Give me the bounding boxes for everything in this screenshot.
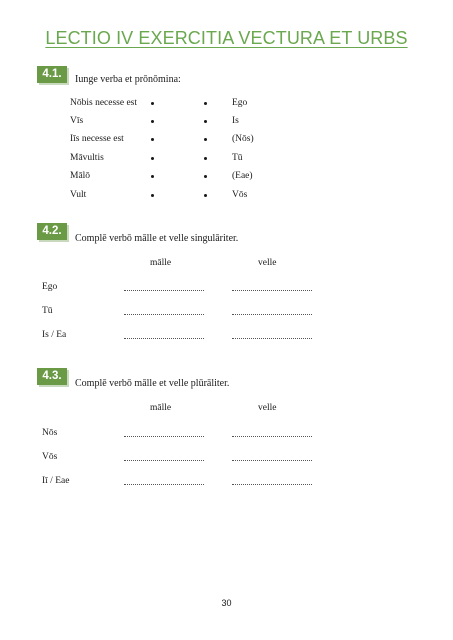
- answer-blank[interactable]: [124, 484, 204, 485]
- answer-blank[interactable]: [232, 460, 312, 461]
- column-header: velle: [258, 258, 277, 268]
- match-left-item: Iīs necesse est: [70, 134, 124, 144]
- match-left-dot[interactable]: [151, 157, 154, 160]
- match-left-dot[interactable]: [151, 120, 154, 123]
- row-pronoun: Is / Ea: [42, 330, 67, 340]
- section-instruction: Iunge verba et prōnōmina:: [75, 74, 181, 85]
- match-left-item: Mālō: [70, 171, 91, 181]
- match-right-item: Tū: [232, 153, 243, 163]
- match-right-dot[interactable]: [204, 138, 207, 141]
- match-left-dot[interactable]: [151, 175, 154, 178]
- answer-blank[interactable]: [232, 314, 312, 315]
- column-header: velle: [258, 403, 277, 413]
- column-header: mālle: [150, 258, 172, 268]
- row-pronoun: Iī / Eae: [42, 476, 70, 486]
- match-left-dot[interactable]: [151, 102, 154, 105]
- match-left-dot[interactable]: [151, 138, 154, 141]
- page-title: LECTIO IV EXERCITIA VECTURA ET URBS: [45, 28, 408, 48]
- row-pronoun: Vōs: [42, 452, 58, 462]
- match-right-item: (Nōs): [232, 134, 254, 144]
- match-left-item: Vult: [70, 190, 87, 200]
- answer-blank[interactable]: [124, 338, 204, 339]
- section-instruction: Complē verbō mālle et velle singulāriter.: [75, 233, 239, 244]
- answer-blank[interactable]: [232, 484, 312, 485]
- match-left-item: Vīs: [70, 116, 84, 126]
- match-left-item: Nōbis necesse est: [70, 98, 138, 108]
- match-right-dot[interactable]: [204, 102, 207, 105]
- match-right-item: Ego: [232, 98, 248, 108]
- section-number-badge: 4.1.: [37, 66, 67, 83]
- row-pronoun: Nōs: [42, 428, 58, 438]
- answer-blank[interactable]: [232, 338, 312, 339]
- row-pronoun: Tū: [42, 306, 53, 316]
- answer-blank[interactable]: [124, 460, 204, 461]
- section-number-badge: 4.3.: [37, 368, 67, 385]
- match-right-item: (Eae): [232, 171, 253, 181]
- match-right-dot[interactable]: [204, 175, 207, 178]
- match-right-dot[interactable]: [204, 120, 207, 123]
- match-right-item: Is: [232, 116, 239, 126]
- answer-blank[interactable]: [124, 314, 204, 315]
- match-right-item: Vōs: [232, 190, 248, 200]
- answer-blank[interactable]: [232, 436, 312, 437]
- column-header: mālle: [150, 403, 172, 413]
- match-left-item: Māvultis: [70, 153, 104, 163]
- page-number: 30: [221, 598, 232, 608]
- section-number-badge: 4.2.: [37, 223, 67, 240]
- row-pronoun: Ego: [42, 282, 58, 292]
- answer-blank[interactable]: [232, 290, 312, 291]
- answer-blank[interactable]: [124, 436, 204, 437]
- match-right-dot[interactable]: [204, 157, 207, 160]
- match-left-dot[interactable]: [151, 194, 154, 197]
- section-instruction: Complē verbō mālle et velle plūrāliter.: [75, 378, 230, 389]
- answer-blank[interactable]: [124, 290, 204, 291]
- match-right-dot[interactable]: [204, 194, 207, 197]
